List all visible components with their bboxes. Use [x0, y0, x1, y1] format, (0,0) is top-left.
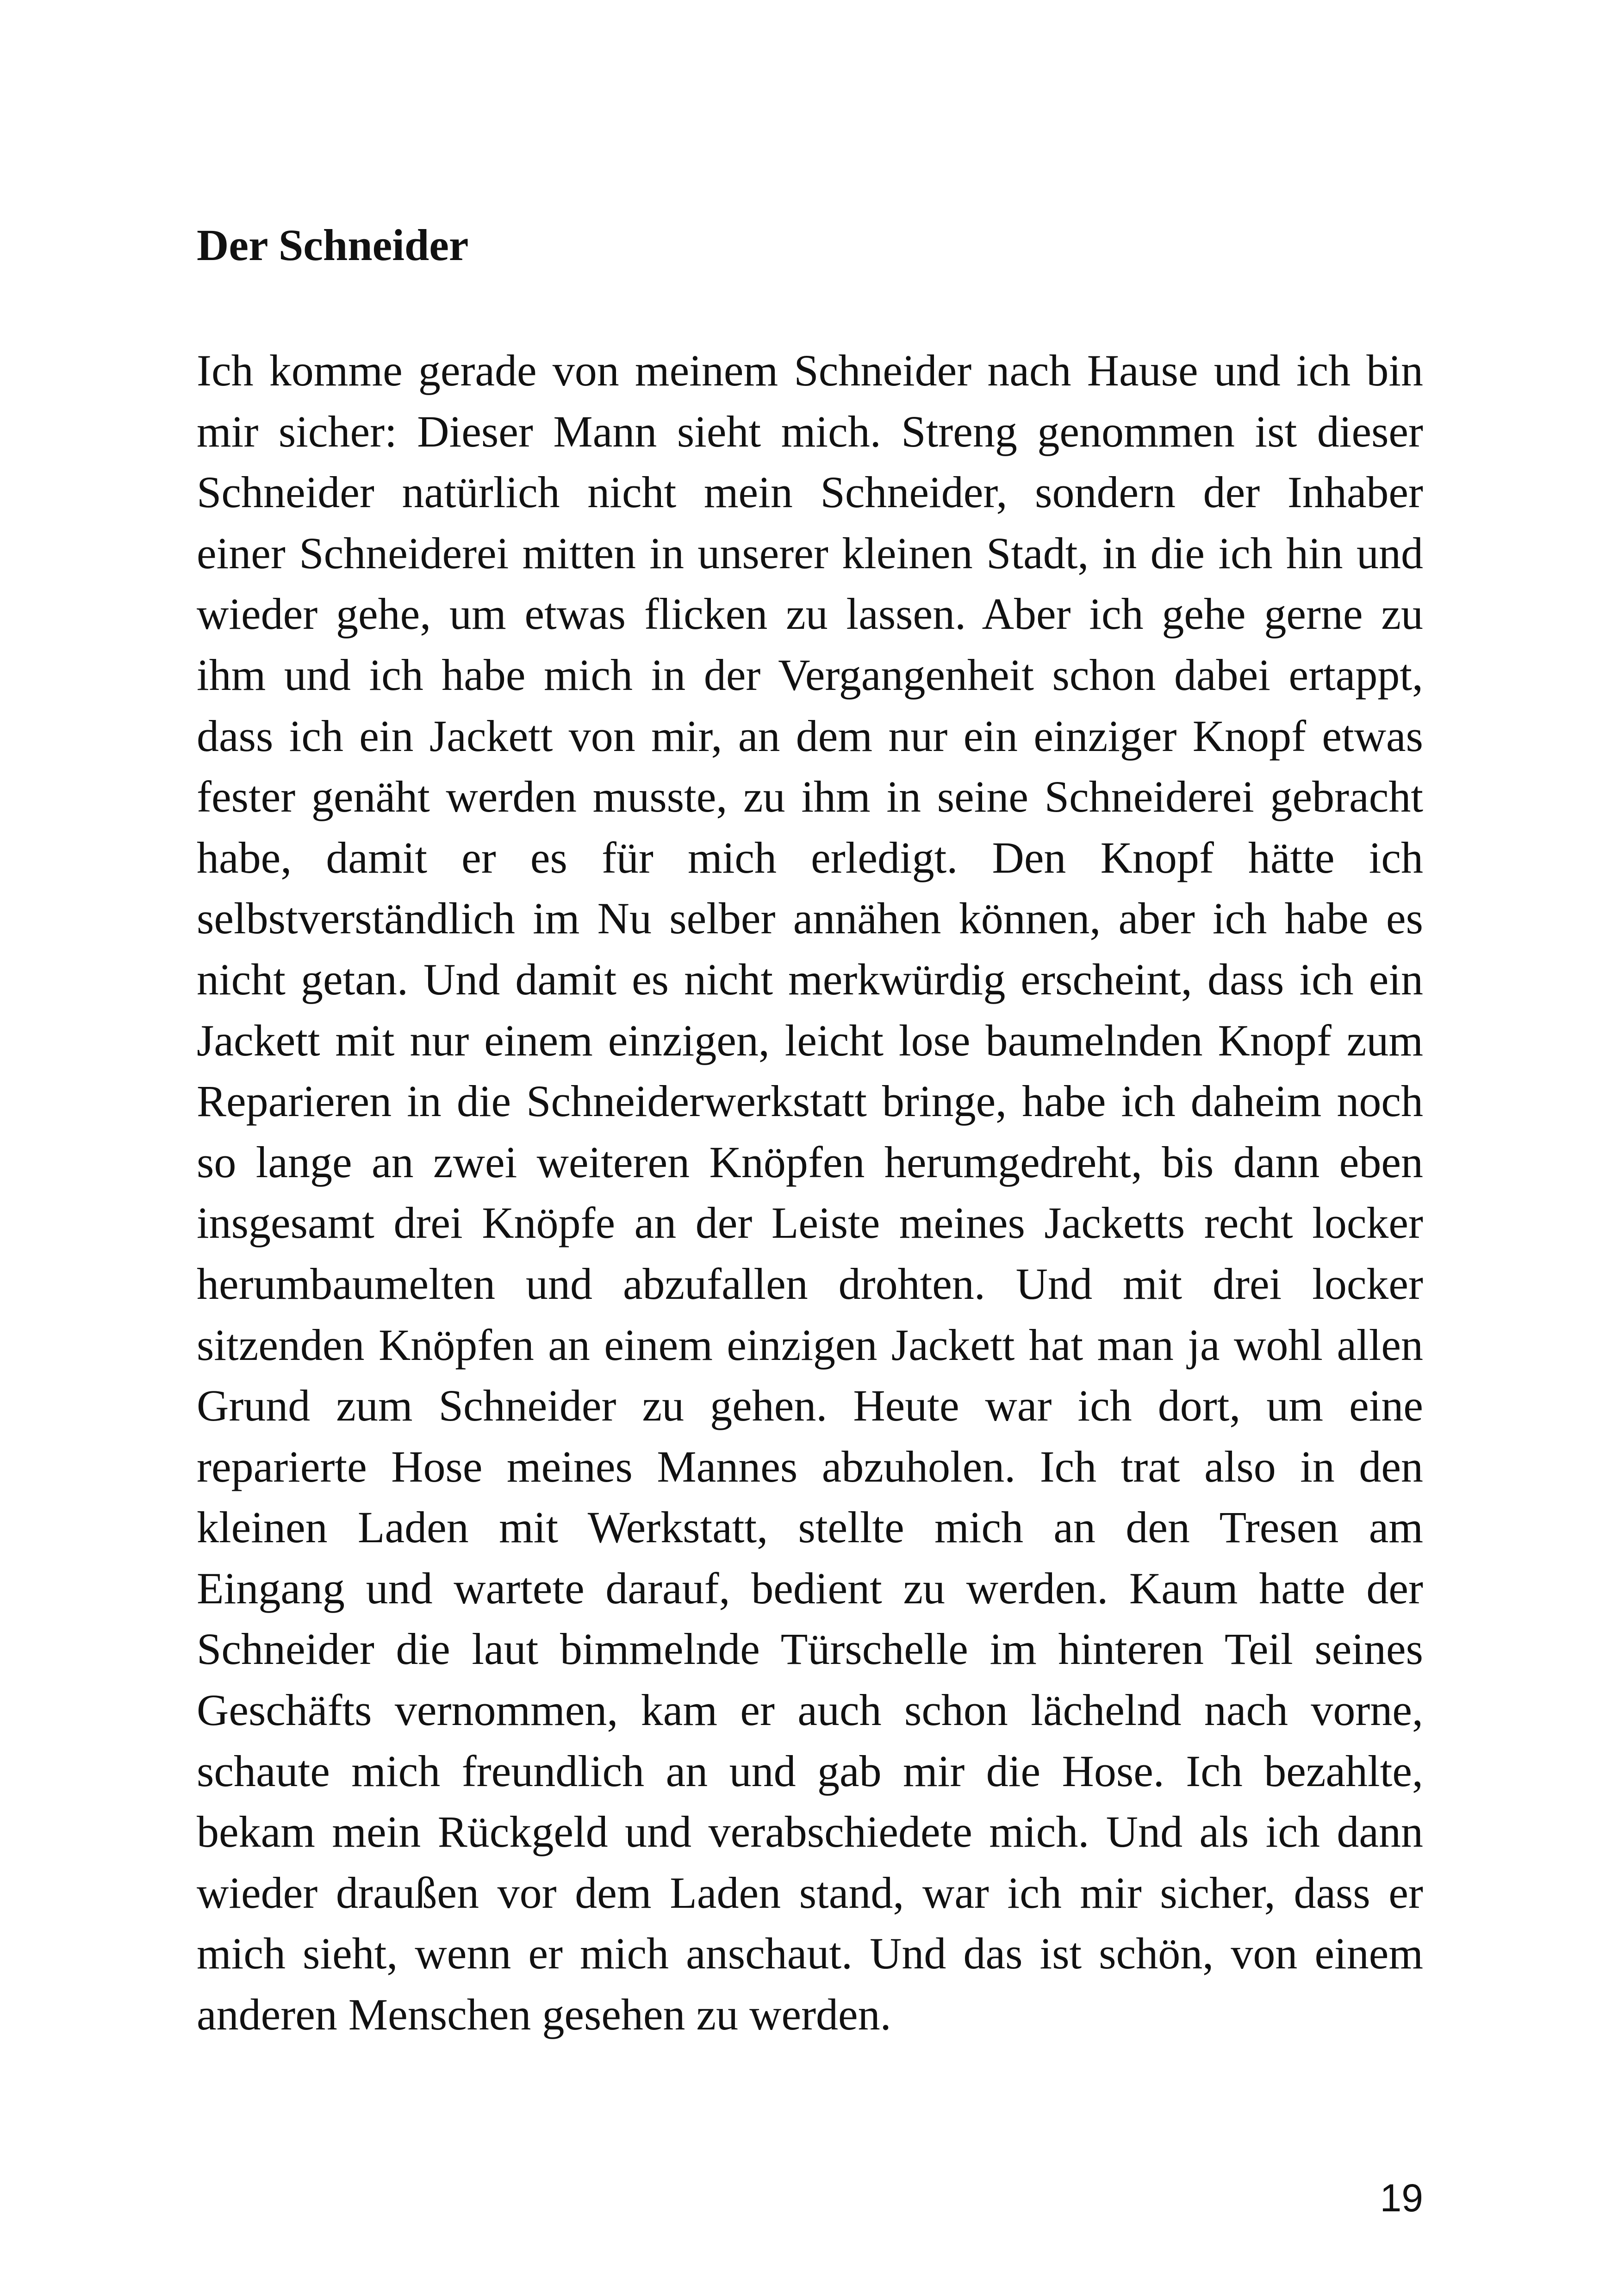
text-line: insgesamt drei Knöpfe an der Leiste meines Jacketts recht locker [197, 1198, 1423, 1248]
text-line: reparierte Hose meines Mannes abzuholen. Ich trat also in den [197, 1441, 1423, 1491]
text-line: bekam mein Rückgeld und verabschiedete mich. Und als ich dann [197, 1807, 1423, 1857]
text-line: Schneider die laut bimmelnde Türschelle im hinteren Teil seines [197, 1624, 1423, 1674]
text-line: sitzenden Knöpfen an einem einzigen Jackett hat man ja wohl allen [197, 1320, 1423, 1370]
text-line: nicht getan. Und damit es nicht merkwürdig erscheint, dass ich ein [197, 954, 1423, 1004]
text-line: herumbaumelten und abzufallen drohten. Und mit drei locker [197, 1259, 1423, 1309]
text-line: dass ich ein Jackett von mir, an dem nur ein einziger Knopf etwas [197, 711, 1423, 761]
text-line: habe, damit er es für mich erledigt. Den Knopf hätte ich [197, 832, 1423, 882]
text-line: Jackett mit nur einem einzigen, leicht lose baumelnden Knopf zum [197, 1015, 1423, 1065]
text-line: mich sieht, wenn er mich anschaut. Und das ist schön, von einem [197, 1929, 1423, 1979]
text-line: kleinen Laden mit Werkstatt, stellte mich an den Tresen am [197, 1502, 1423, 1552]
text-line: wieder gehe, um etwas flicken zu lassen. Aber ich gehe gerne zu [197, 589, 1423, 639]
text-line: Eingang und wartete darauf, bedient zu werden. Kaum hatte der [197, 1563, 1423, 1613]
text-line: Geschäfts vernommen, kam er auch schon lächelnd nach vorne, [197, 1685, 1423, 1735]
text-line: ihm und ich habe mich in der Vergangenheit schon dabei ertappt, [197, 650, 1423, 700]
text-line: mir sicher: Dieser Mann sieht mich. Streng genommen ist dieser [197, 406, 1423, 456]
text-line: Ich komme gerade von meinem Schneider nach Hause und ich bin [197, 346, 1423, 395]
page-number: 19 [1380, 2176, 1423, 2220]
text-line: selbstverständlich im Nu selber annähen können, aber ich habe es [197, 894, 1423, 943]
text-line: anderen Menschen gesehen zu werden. [197, 1990, 891, 2040]
text-line: fester genäht werden musste, zu ihm in seine Schneiderei gebracht [197, 772, 1423, 822]
chapter-title: Der Schneider [197, 220, 469, 270]
text-line: einer Schneiderei mitten in unserer kleinen Stadt, in die ich hin und [197, 528, 1423, 578]
text-line: schaute mich freundlich an und gab mir die Hose. Ich bezahlte, [197, 1746, 1423, 1796]
text-line: wieder draußen vor dem Laden stand, war ich mir sicher, dass er [197, 1868, 1423, 1917]
text-line: Grund zum Schneider zu gehen. Heute war ich dort, um eine [197, 1381, 1423, 1431]
body-text [197, 340, 1423, 2045]
text-line: Schneider natürlich nicht mein Schneider, sondern der Inhaber [197, 467, 1423, 517]
text-line: Reparieren in die Schneiderwerkstatt bringe, habe ich daheim noch [197, 1076, 1423, 1126]
text-line: so lange an zwei weiteren Knöpfen herumgedreht, bis dann eben [197, 1137, 1423, 1187]
